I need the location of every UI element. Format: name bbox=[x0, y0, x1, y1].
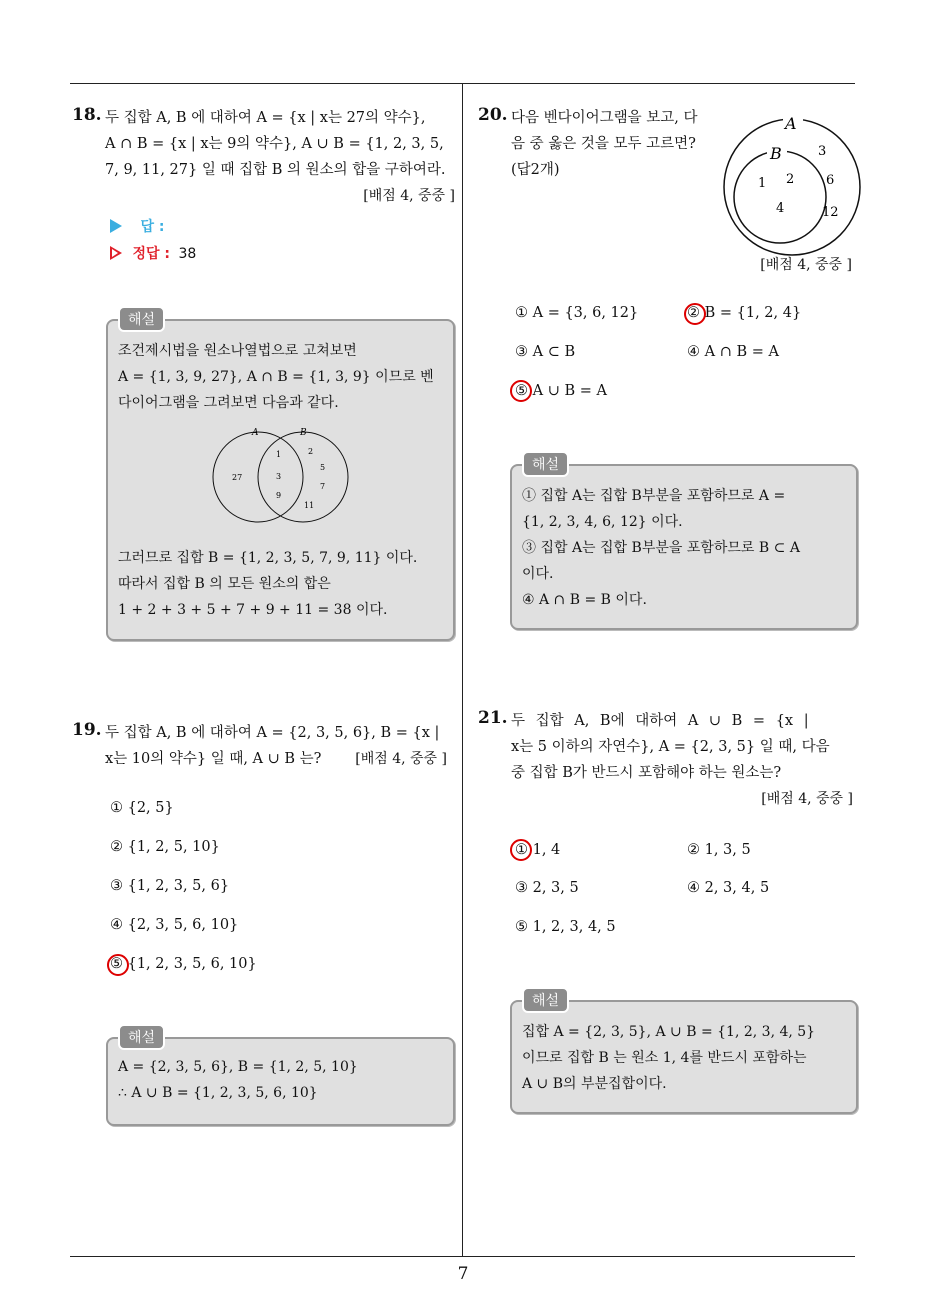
option-5[interactable]: ⑤ A ∪ B = A bbox=[515, 383, 607, 399]
explanation-tag: 해설 bbox=[522, 451, 569, 477]
venn-diagram-20 bbox=[722, 112, 862, 257]
question-line: (답2개) bbox=[511, 162, 560, 178]
venn-element: 1 bbox=[276, 450, 282, 459]
explanation-text bbox=[522, 483, 850, 613]
explanation-box-20 bbox=[510, 457, 858, 630]
option-4[interactable]: ④ A ∩ B = A bbox=[687, 344, 779, 360]
venn-element: 5 bbox=[320, 463, 326, 472]
explanation-line: 이다. bbox=[522, 566, 554, 582]
page-number: 7 bbox=[457, 1264, 469, 1284]
venn-element: 9 bbox=[276, 491, 282, 500]
question-line: A ∩ B = {x | x는 9의 약수}, A ∪ B = {1, 2, 3, 5, bbox=[105, 136, 444, 152]
explanation-line: 그러므로 집합 B = {1, 2, 3, 5, 7, 9, 11} 이다. bbox=[118, 550, 418, 566]
question-line: 두 집합 A, B에 대하여 A ∪ B = {x | bbox=[511, 713, 809, 729]
correct-answer-row bbox=[110, 241, 196, 267]
explanation-line: A ∪ B의 부분집합이다. bbox=[522, 1076, 667, 1092]
question-text bbox=[511, 105, 721, 183]
explanation-box-18 bbox=[106, 312, 455, 641]
explanation-line: ③ 집합 A는 집합 B부분을 포함하므로 B ⊂ A bbox=[522, 540, 800, 556]
answer-mark-circle bbox=[107, 954, 129, 976]
venn-diagram-18 bbox=[208, 425, 358, 525]
explanation-text bbox=[118, 1054, 448, 1106]
venn-element: 11 bbox=[304, 501, 315, 510]
venn-element: 6 bbox=[826, 173, 835, 188]
explanation-text-bottom bbox=[118, 545, 448, 623]
answer-mark-circle bbox=[684, 303, 706, 325]
question-line: 다음 벤다이어그램을 보고, 다 bbox=[511, 110, 698, 126]
red-arrow-icon bbox=[110, 246, 122, 260]
question-number: 18. bbox=[72, 105, 102, 125]
explanation-tag: 해설 bbox=[118, 306, 165, 332]
explanation-line: {1, 2, 3, 4, 6, 12} 이다. bbox=[522, 514, 683, 530]
option-4[interactable]: ④ {2, 3, 5, 6, 10} bbox=[110, 917, 239, 933]
venn-element: 3 bbox=[276, 472, 282, 481]
question-line: 두 집합 A, B 에 대하여 A = {x | x는 27의 약수}, bbox=[105, 110, 426, 126]
explanation-line: ④ A ∩ B = B 이다. bbox=[522, 592, 647, 608]
venn-element: 2 bbox=[786, 172, 795, 187]
answer-row bbox=[110, 214, 164, 240]
bottom-rule bbox=[70, 1256, 855, 1257]
explanation-box-21 bbox=[510, 993, 858, 1114]
score-meta: [배점 4, 중중 ] bbox=[760, 257, 852, 273]
explanation-line: 따라서 집합 B 의 모든 원소의 합은 bbox=[118, 576, 331, 592]
question-line bbox=[105, 746, 455, 772]
venn-label-b: B bbox=[770, 144, 782, 163]
option-2[interactable]: ② 1, 3, 5 bbox=[687, 842, 751, 858]
question-line: x는 5 이하의 자연수}, A = {2, 3, 5} 일 때, 다음 bbox=[511, 739, 830, 755]
venn-element: 27 bbox=[232, 473, 243, 482]
option-5[interactable]: ⑤ {1, 2, 3, 5, 6, 10} bbox=[110, 956, 257, 972]
question-text bbox=[105, 105, 455, 183]
question-number: 20. bbox=[478, 105, 508, 125]
venn-label-b: B bbox=[300, 428, 307, 438]
question-line: 음 중 옳은 것을 모두 고르면? bbox=[511, 136, 696, 152]
option-1[interactable]: ① A = {3, 6, 12} bbox=[515, 305, 639, 321]
explanation-box-19 bbox=[106, 1030, 455, 1126]
option-2[interactable]: ② {1, 2, 5, 10} bbox=[110, 839, 220, 855]
venn-element: 12 bbox=[822, 205, 839, 220]
venn-element: 1 bbox=[758, 176, 767, 191]
explanation-line: 1 + 2 + 3 + 5 + 7 + 9 + 11 = 38 이다. bbox=[118, 602, 388, 618]
question-number: 21. bbox=[478, 708, 508, 728]
question-line: 중 집합 B가 반드시 포함해야 하는 원소는? bbox=[511, 765, 782, 781]
explanation-text bbox=[522, 1019, 850, 1097]
explanation-line: 집합 A = {2, 3, 5}, A ∪ B = {1, 2, 3, 4, 5} bbox=[522, 1024, 816, 1040]
explanation-tag: 해설 bbox=[118, 1024, 165, 1050]
explanation-line: 조건제시법을 원소나열법으로 고쳐보면 bbox=[118, 343, 357, 359]
option-4[interactable]: ④ 2, 3, 4, 5 bbox=[687, 880, 770, 896]
correct-label: 정답 : bbox=[132, 246, 170, 262]
explanation-line: A = {1, 3, 9, 27}, A ∩ B = {1, 3, 9} 이므로 벤 bbox=[118, 369, 434, 385]
score-meta: [배점 4, 중중 ] bbox=[355, 751, 447, 767]
venn-element: 7 bbox=[320, 482, 326, 491]
explanation-line: A = {2, 3, 5, 6}, B = {1, 2, 5, 10} bbox=[118, 1059, 358, 1075]
venn-element: 2 bbox=[308, 447, 314, 456]
question-number: 19. bbox=[72, 720, 102, 740]
option-3[interactable]: ③ {1, 2, 3, 5, 6} bbox=[110, 878, 230, 894]
question-line-text: x는 10의 약수} 일 때, A ∪ B 는? bbox=[105, 751, 322, 767]
explanation-line: 이므로 집합 B 는 원소 1, 4를 반드시 포함하는 bbox=[522, 1050, 807, 1066]
option-3[interactable]: ③ 2, 3, 5 bbox=[515, 880, 579, 896]
question-line: 7, 9, 11, 27} 일 때 집합 B 의 원소의 합을 구하여라. bbox=[105, 162, 446, 178]
correct-value: 38 bbox=[178, 246, 197, 262]
column-divider bbox=[462, 83, 463, 1256]
venn-element: 4 bbox=[776, 201, 785, 216]
option-5[interactable]: ⑤ 1, 2, 3, 4, 5 bbox=[515, 919, 616, 935]
question-text bbox=[105, 720, 455, 772]
option-3[interactable]: ③ A ⊂ B bbox=[515, 344, 576, 360]
explanation-text-top bbox=[118, 338, 448, 416]
answer-label: 답 : bbox=[140, 219, 165, 235]
option-2[interactable]: ② B = {1, 2, 4} bbox=[687, 305, 802, 321]
score-meta: [배점 4, 중중 ] bbox=[363, 188, 455, 204]
blue-arrow-icon bbox=[110, 219, 122, 233]
option-1[interactable]: ① 1, 4 bbox=[515, 842, 561, 858]
score-meta: [배점 4, 중중 ] bbox=[761, 791, 853, 807]
venn-label-a: A bbox=[252, 428, 259, 438]
explanation-line: 다이어그램을 그려보면 다음과 같다. bbox=[118, 395, 339, 411]
explanation-line: ① 집합 A는 집합 B부분을 포함하므로 A = bbox=[522, 488, 786, 504]
explanation-line: ∴ A ∪ B = {1, 2, 3, 5, 6, 10} bbox=[118, 1085, 318, 1101]
question-text bbox=[511, 708, 856, 786]
answer-mark-circle bbox=[510, 839, 532, 861]
venn-element: 3 bbox=[818, 144, 827, 159]
question-line: 두 집합 A, B 에 대하여 A = {2, 3, 5, 6}, B = {x | bbox=[105, 725, 440, 741]
option-1[interactable]: ① {2, 5} bbox=[110, 800, 174, 816]
venn-label-a: A bbox=[785, 114, 797, 133]
answer-mark-circle bbox=[510, 380, 532, 402]
explanation-tag: 해설 bbox=[522, 987, 569, 1013]
